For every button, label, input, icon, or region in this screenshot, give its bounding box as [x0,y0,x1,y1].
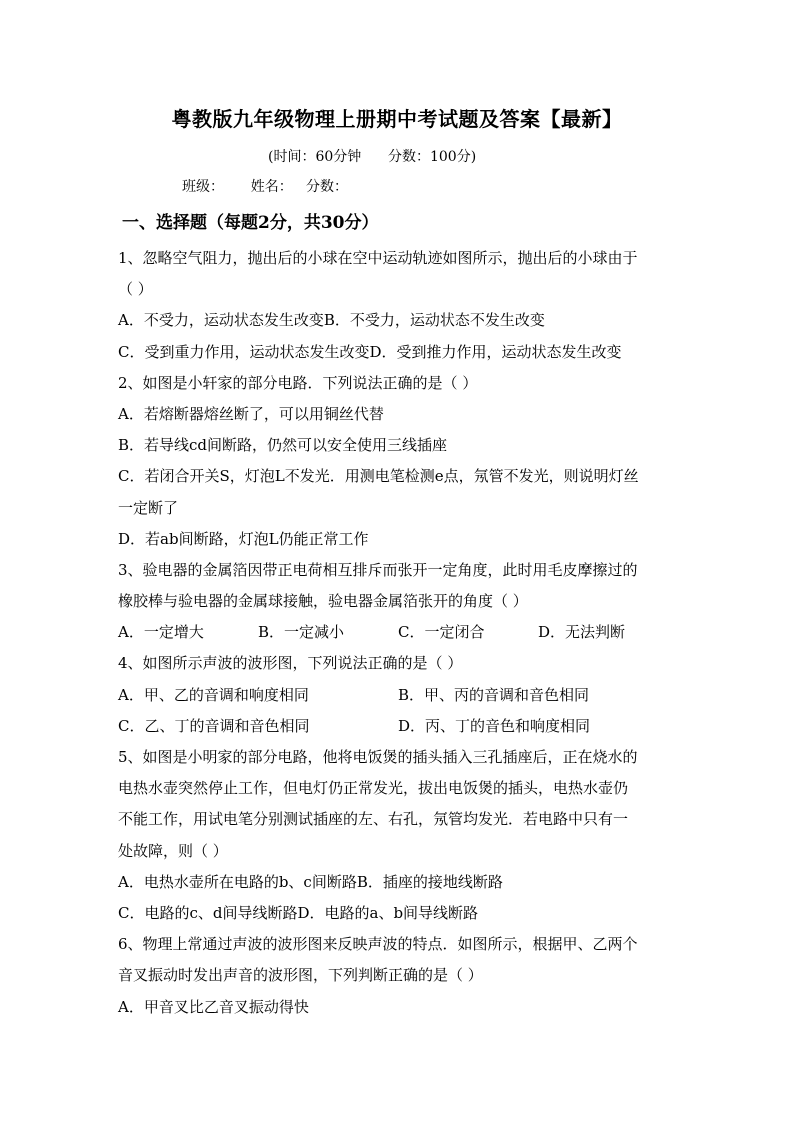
q3-option-d: D．无法判断 [538,623,626,642]
q6-option-a: A．甲音叉比乙音叉振动得快 [118,997,309,1016]
q2-option-a: A．若熔断器熔丝断了，可以用铜丝代替 [118,404,384,423]
q3-options [118,622,678,653]
q3-stem-line-1: 3、验电器的金属箔因带正电荷相互排斥而张开一定角度，此时用毛皮摩擦过的 [118,560,638,579]
q2-option-d: D．若ab间断路，灯泡L仍能正常工作 [118,529,369,548]
q2-option-b: B．若导线cd间断路，仍然可以安全使用三线插座 [118,436,448,455]
q5-stem-line-1: 5、如图是小明家的部分电路，他将电饭煲的插头插入三孔插座后，正在烧水的 [118,748,638,766]
exam-time-score: (时间：60分钟 分数：100分) [268,149,477,165]
q1-options-ab: A．不受力，运动状态发生改变B．不受力，运动状态不发生改变 [118,311,545,330]
q5-stem-line-4: 处故障，则（ ） [118,841,228,860]
q5-options-cd: C．电路的c、d间导线断路D．电路的a、b间导线断路 [118,903,479,922]
student-info-line: 班级： 姓名： 分数： [182,179,349,195]
q4-options-ab [118,685,678,716]
question-list [118,248,678,1028]
q4-stem: 4、如图所示声波的波形图，下列说法正确的是（ ） [118,654,463,673]
q2-option-c-line-1: C．若闭合开关S，灯泡L不发光．用测电笔检测e点，氖管不发光，则说明灯丝 [118,467,639,486]
q1-stem-line-1: 1、忽略空气阻力，抛出后的小球在空中运动轨迹如图所示，抛出后的小球由于 [118,249,638,267]
q6-stem-line-2: 音叉振动时发出声音的波形图，下列判断正确的是（ ） [118,966,483,985]
q3-stem-line-2: 橡胶棒与验电器的金属球接触，验电器金属箔张开的角度（ ） [118,592,528,611]
q6-stem-line-1: 6、物理上常通过声波的波形图来反映声波的特点．如图所示，根据甲、乙两个 [118,935,638,954]
q3-option-a: A．一定增大 [118,623,204,642]
q4-option-d: D．丙、丁的音色和响度相同 [398,716,591,735]
q2-option-c-line-2: 一定断了 [118,498,179,517]
q1-options-cd: C．受到重力作用，运动状态发生改变D．受到推力作用，运动状态发生改变 [118,342,622,361]
section-heading-choice: 一、选择题（每题2分，共30分） [122,213,379,233]
q5-stem-line-2: 电热水壶突然停止工作，但电灯仍正常发光，拔出电饭煲的插头，电热水壶仍 [118,779,629,798]
exam-title: 粤教版九年级物理上册期中考试题及答案【最新】 [171,107,623,131]
q3-option-b: B．一定减小 [258,623,345,642]
q5-options-ab: A．电热水壶所在电路的b、c间断路B．插座的接地线断路 [118,872,503,891]
q4-options-cd [118,716,678,747]
q4-option-b: B．甲、丙的音调和音色相同 [398,685,590,704]
q1-stem-line-2: （ ） [118,280,153,299]
q2-stem: 2、如图是小轩家的部分电路．下列说法正确的是（ ） [118,373,478,392]
q3-option-c: C．一定闭合 [398,623,485,642]
q4-option-c: C．乙、丁的音调和音色相同 [118,716,310,735]
q5-stem-line-3: 不能工作，用试电笔分别测试插座的左、右孔，氖管均发光．若电路中只有一 [118,810,629,829]
q4-option-a: A．甲、乙的音调和响度相同 [118,685,309,704]
